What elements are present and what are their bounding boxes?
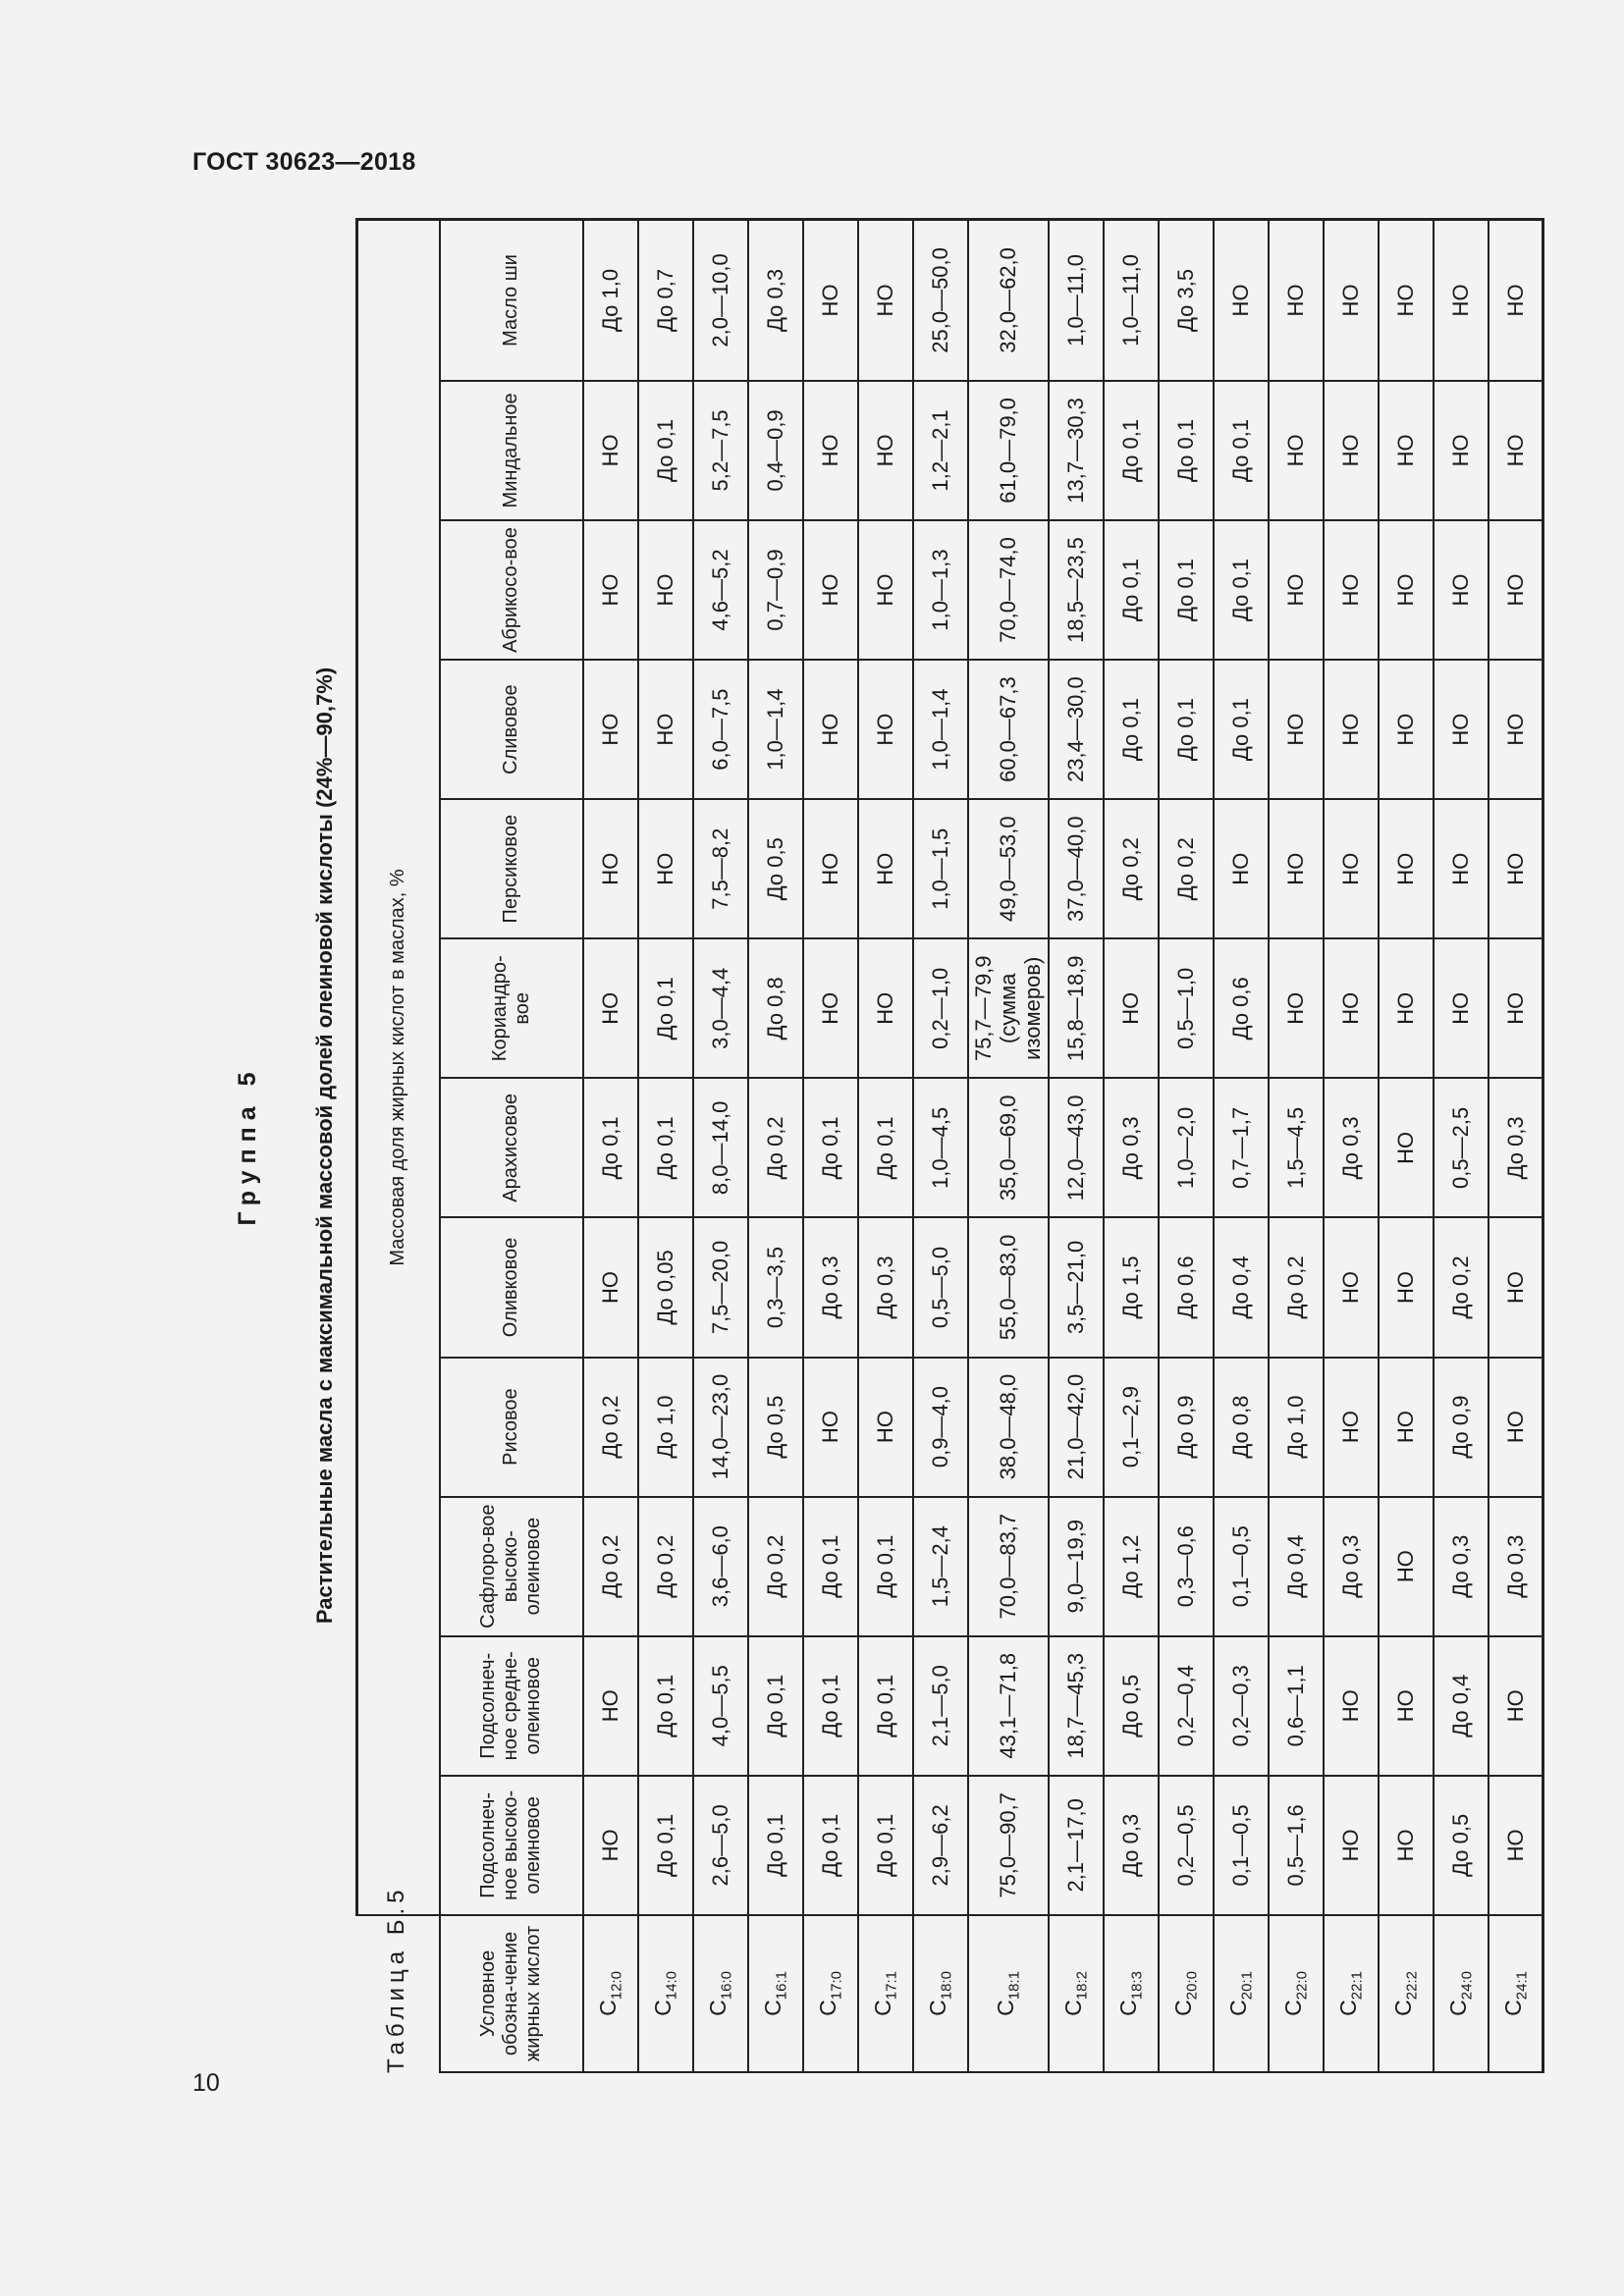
column-header: Масло ши	[440, 220, 583, 381]
table-cell: 2,0—10,0	[693, 220, 748, 381]
acid-subscript: 17:0	[828, 1971, 845, 2001]
acid-symbol: C	[925, 2000, 951, 2016]
rotated-table-block	[234, 218, 1531, 2073]
table-cell: НО	[1379, 520, 1434, 660]
table-cell: НО	[1379, 660, 1434, 799]
table-cell: 2,9—6,2	[913, 1776, 968, 1915]
table-cell: 0,2—1,0	[913, 938, 968, 1078]
acid-designation-cell	[638, 1915, 693, 2072]
table-cell: До 0,1	[1159, 660, 1214, 799]
table-cell: 2,1—17,0	[1049, 1776, 1104, 1915]
acid-subscript: 20:1	[1238, 1971, 1256, 2001]
table-cell: 75,0—90,7	[968, 1776, 1049, 1915]
table-cell: НО	[1434, 660, 1489, 799]
table-cell: НО	[1489, 1217, 1543, 1357]
acid-symbol: C	[1170, 2000, 1197, 2016]
table-cell: До 1,0	[638, 1358, 693, 1497]
acid-designation-cell	[968, 1915, 1049, 2072]
table-cell: НО	[583, 660, 638, 799]
acid-subscript: 18:2	[1073, 1971, 1091, 2001]
acid-subscript: 16:1	[773, 1971, 790, 2001]
table-cell: НО	[1434, 520, 1489, 660]
table-cell: До 0,3	[1324, 1078, 1379, 1217]
column-header: Миндальное	[440, 381, 583, 520]
table-cell: До 0,3	[748, 220, 803, 381]
table-cell: До 0,9	[1434, 1358, 1489, 1497]
table-cell: До 0,2	[583, 1358, 638, 1497]
table-cell: НО	[1434, 381, 1489, 520]
group-title: Группа 5	[234, 1065, 261, 1226]
column-header: Сафлоро-вое высоко-олеиновое	[440, 1497, 583, 1636]
table-cell: До 0,1	[1104, 381, 1159, 520]
acid-symbol: C	[1225, 2000, 1252, 2016]
table-cell: До 0,5	[1104, 1636, 1159, 1776]
table-cell: 1,0—1,4	[913, 660, 968, 799]
table-cell: НО	[1324, 381, 1379, 520]
table-row	[1489, 220, 1543, 2073]
table-cell: НО	[1269, 381, 1324, 520]
table-cell: 6,0—7,5	[693, 660, 748, 799]
table-cell: НО	[1269, 938, 1324, 1078]
acid-symbol: C	[760, 2000, 786, 2016]
table-cell: До 0,2	[1434, 1217, 1489, 1357]
table-row	[1049, 220, 1104, 2073]
table-cell: НО	[1434, 938, 1489, 1078]
table-cell: 61,0—79,0	[968, 381, 1049, 520]
acid-symbol: C	[1335, 2000, 1362, 2016]
table-cell: 2,6—5,0	[693, 1776, 748, 1915]
table-cell: НО	[1489, 1636, 1543, 1776]
acid-subscript: 17:1	[883, 1971, 900, 2001]
table-cell: НО	[803, 520, 858, 660]
table-cell: 70,0—83,7	[968, 1497, 1049, 1636]
table-row	[693, 220, 748, 2073]
column-header: Кориандро-вое	[440, 938, 583, 1078]
table-cell: 3,5—21,0	[1049, 1217, 1104, 1357]
table-cell: 0,3—3,5	[748, 1217, 803, 1357]
table-cell: НО	[1489, 220, 1543, 381]
table-cell: 75,7—79,9 (сумма изомеров)	[968, 938, 1049, 1078]
table-cell: До 1,5	[1104, 1217, 1159, 1357]
table-cell: До 0,1	[638, 1078, 693, 1217]
table-cell: НО	[858, 520, 913, 660]
table-cell: До 0,3	[1489, 1078, 1543, 1217]
table-cell: 3,6—6,0	[693, 1497, 748, 1636]
acid-designation-cell	[1214, 1915, 1269, 2072]
table-cell: НО	[1104, 938, 1159, 1078]
table-cell: До 0,1	[1159, 520, 1214, 660]
acid-subscript: 20:0	[1183, 1971, 1201, 2001]
table-cell: НО	[1379, 1078, 1434, 1217]
table-cell: НО	[1324, 1636, 1379, 1776]
acid-designation-cell	[583, 1915, 638, 2072]
column-header: Подсолнеч-ное высоко-олеиновое	[440, 1776, 583, 1915]
table-cell: НО	[1324, 1217, 1379, 1357]
table-row	[1324, 220, 1379, 2073]
table-cell: НО	[583, 799, 638, 938]
table-row	[583, 220, 638, 2073]
acid-subscript: 18:0	[938, 1971, 955, 2001]
table-cell: НО	[638, 799, 693, 938]
table-cell: До 0,1	[858, 1776, 913, 1915]
table-cell: НО	[1324, 938, 1379, 1078]
acid-symbol: C	[1060, 2000, 1087, 2016]
acid-symbol: C	[1115, 2000, 1142, 2016]
table-cell: НО	[583, 1217, 638, 1357]
table-cell: НО	[1379, 1776, 1434, 1915]
table-cell: 1,0—11,0	[1049, 220, 1104, 381]
acid-subscript: 24:1	[1513, 1971, 1531, 2001]
table-cell: 0,5—5,0	[913, 1217, 968, 1357]
acid-designation-cell	[693, 1915, 748, 2072]
table-cell: До 0,1	[858, 1636, 913, 1776]
acid-symbol: C	[870, 2000, 896, 2016]
table-row	[968, 220, 1049, 2073]
fatty-acid-table	[355, 218, 1544, 2073]
acid-subscript: 16:0	[718, 1971, 735, 2001]
acid-symbol: C	[1390, 2000, 1417, 2016]
table-cell: НО	[858, 660, 913, 799]
table-cell: 1,5—4,5	[1269, 1078, 1324, 1217]
column-header: Подсолнеч-ное средне-олеиновое	[440, 1636, 583, 1776]
table-cell: До 0,1	[803, 1636, 858, 1776]
table-cell: НО	[1489, 660, 1543, 799]
table-cell: НО	[1324, 1358, 1379, 1497]
table-cell: НО	[1324, 520, 1379, 660]
table-cell: 1,2—2,1	[913, 381, 968, 520]
table-cell: НО	[803, 938, 858, 1078]
table-cell: НО	[1379, 220, 1434, 381]
table-cell: 23,4—30,0	[1049, 660, 1104, 799]
table-cell: До 0,5	[748, 799, 803, 938]
table-cell: 0,7—1,7	[1214, 1078, 1269, 1217]
acid-designation-cell	[913, 1915, 968, 2072]
table-cell: До 0,1	[803, 1776, 858, 1915]
acid-subscript: 24:0	[1458, 1971, 1476, 2001]
table-cell: 0,2—0,5	[1159, 1776, 1214, 1915]
table-cell: До 0,1	[1214, 660, 1269, 799]
table-cell: 38,0—48,0	[968, 1358, 1049, 1497]
table-cell: НО	[1489, 1358, 1543, 1497]
table-cell: НО	[1379, 1497, 1434, 1636]
table-cell: НО	[858, 1358, 913, 1497]
header-row-group	[357, 220, 440, 2073]
table-cell: НО	[1379, 1358, 1434, 1497]
corner-cell	[357, 1915, 440, 2072]
table-cell: 0,7—0,9	[748, 520, 803, 660]
table-cell: НО	[858, 799, 913, 938]
table-cell: До 0,1	[803, 1497, 858, 1636]
table-cell: До 0,1	[583, 1078, 638, 1217]
table-cell: 3,0—4,4	[693, 938, 748, 1078]
table-cell: До 0,1	[1104, 520, 1159, 660]
column-header: Персиковое	[440, 799, 583, 938]
table-cell: НО	[803, 660, 858, 799]
table-cell: НО	[1379, 1217, 1434, 1357]
table-cell: 0,2—0,3	[1214, 1636, 1269, 1776]
table-cell: НО	[803, 220, 858, 381]
table-cell: 0,9—4,0	[913, 1358, 968, 1497]
acid-symbol: C	[705, 2000, 731, 2016]
table-cell: НО	[1489, 1776, 1543, 1915]
table-cell: НО	[1269, 799, 1324, 938]
table-cell: НО	[583, 1776, 638, 1915]
acid-designation-cell	[803, 1915, 858, 2072]
table-cell: 32,0—62,0	[968, 220, 1049, 381]
table-cell: До 3,5	[1159, 220, 1214, 381]
table-cell: 1,0—11,0	[1104, 220, 1159, 381]
acid-designation-cell	[748, 1915, 803, 2072]
table-cell: До 0,6	[1159, 1217, 1214, 1357]
header-row-columns	[440, 220, 583, 2073]
table-cell: До 0,6	[1214, 938, 1269, 1078]
table-cell: 0,2—0,4	[1159, 1636, 1214, 1776]
acid-symbol: C	[1280, 2000, 1307, 2016]
table-cell: До 0,1	[1104, 660, 1159, 799]
table-cell: НО	[1379, 938, 1434, 1078]
acid-subscript: 18:1	[1005, 1971, 1023, 2001]
table-cell: 1,0—1,4	[748, 660, 803, 799]
table-cell: 15,8—18,9	[1049, 938, 1104, 1078]
table-cell: До 0,2	[1104, 799, 1159, 938]
table-cell: НО	[1489, 381, 1543, 520]
table-cell: До 0,3	[1104, 1776, 1159, 1915]
table-cell: До 0,2	[583, 1497, 638, 1636]
table-cell: НО	[638, 660, 693, 799]
table-cell: НО	[1324, 660, 1379, 799]
table-cell: НО	[1269, 660, 1324, 799]
table-cell: 7,5—8,2	[693, 799, 748, 938]
table-cell: 4,6—5,2	[693, 520, 748, 660]
table-cell: НО	[1214, 799, 1269, 938]
table-cell: До 0,1	[1214, 381, 1269, 520]
table-cell: До 0,3	[1434, 1497, 1489, 1636]
table-cell: НО	[1489, 938, 1543, 1078]
acid-designation-cell	[1159, 1915, 1214, 2072]
table-cell: До 1,0	[583, 220, 638, 381]
table-cell: НО	[1324, 799, 1379, 938]
table-cell: До 0,4	[1214, 1217, 1269, 1357]
table-cell: До 0,9	[1159, 1358, 1214, 1497]
acid-designation-cell	[1434, 1915, 1489, 2072]
table-cell: До 0,4	[1434, 1636, 1489, 1776]
table-cell: До 0,2	[638, 1497, 693, 1636]
table-cell: НО	[858, 220, 913, 381]
table-cell: 35,0—69,0	[968, 1078, 1049, 1217]
table-cell: 49,0—53,0	[968, 799, 1049, 938]
table-cell: До 0,2	[1159, 799, 1214, 938]
table-cell: До 0,8	[1214, 1358, 1269, 1497]
table-cell: До 0,1	[748, 1636, 803, 1776]
table-cell: До 0,4	[1269, 1497, 1324, 1636]
table-cell: До 0,8	[748, 938, 803, 1078]
acid-subscript: 22:1	[1348, 1971, 1366, 2001]
table-row	[638, 220, 693, 2073]
table-cell: 1,0—4,5	[913, 1078, 968, 1217]
table-cell: 13,7—30,3	[1049, 381, 1104, 520]
table-cell: 12,0—43,0	[1049, 1078, 1104, 1217]
table-cell: 21,0—42,0	[1049, 1358, 1104, 1497]
acid-subscript: 12:0	[608, 1971, 625, 2001]
table-cell: До 1,0	[1269, 1358, 1324, 1497]
table-cell: НО	[1324, 1776, 1379, 1915]
table-cell: До 0,3	[1324, 1497, 1379, 1636]
table-cell: НО	[1379, 1636, 1434, 1776]
table-cell: 9,0—19,9	[1049, 1497, 1104, 1636]
table-cell: 37,0—40,0	[1049, 799, 1104, 938]
table-cell: 70,0—74,0	[968, 520, 1049, 660]
table-cell: До 0,7	[638, 220, 693, 381]
group-header: Массовая доля жирных кислот в маслах, %	[357, 220, 440, 1915]
table-cell: 60,0—67,3	[968, 660, 1049, 799]
table-cell: До 0,1	[748, 1776, 803, 1915]
column-header: Абрикосо-вое	[440, 520, 583, 660]
table-cell: 0,1—0,5	[1214, 1497, 1269, 1636]
table-cell: До 0,1	[858, 1078, 913, 1217]
table-row	[913, 220, 968, 2073]
table-cell: 0,6—1,1	[1269, 1636, 1324, 1776]
acid-designation-cell	[1049, 1915, 1104, 2072]
table-cell: НО	[638, 520, 693, 660]
table-cell: До 0,3	[1104, 1078, 1159, 1217]
table-row	[1214, 220, 1269, 2073]
acid-subscript: 18:3	[1128, 1971, 1146, 2001]
table-cell: 0,1—2,9	[1104, 1358, 1159, 1497]
acid-designation-cell	[1324, 1915, 1379, 2072]
table-row	[748, 220, 803, 2073]
table-cell: До 0,1	[638, 1636, 693, 1776]
table-cell: До 0,1	[858, 1497, 913, 1636]
table-cell: До 0,1	[638, 938, 693, 1078]
acid-symbol: C	[1445, 2000, 1472, 2016]
table-cell: НО	[1379, 799, 1434, 938]
table-cell: 0,5—1,0	[1159, 938, 1214, 1078]
table-cell: НО	[1269, 220, 1324, 381]
table-cell: НО	[803, 381, 858, 520]
table-cell: 1,0—1,5	[913, 799, 968, 938]
acid-designation-cell	[1269, 1915, 1324, 2072]
table-cell: НО	[583, 938, 638, 1078]
table-cell: 25,0—50,0	[913, 220, 968, 381]
table-row	[803, 220, 858, 2073]
column-header: Рисовое	[440, 1358, 583, 1497]
table-cell: НО	[1489, 520, 1543, 660]
table-cell: 0,5—2,5	[1434, 1078, 1489, 1217]
table-cell: До 0,5	[1434, 1776, 1489, 1915]
table-cell: 43,1—71,8	[968, 1636, 1049, 1776]
acid-subscript: 22:0	[1293, 1971, 1311, 2001]
acid-designation-cell	[858, 1915, 913, 2072]
acid-symbol: C	[815, 2000, 841, 2016]
column-header: Сливовое	[440, 660, 583, 799]
acid-designation-cell	[1104, 1915, 1159, 2072]
table-cell: 5,2—7,5	[693, 381, 748, 520]
table-cell: До 0,1	[803, 1078, 858, 1217]
table-cell: До 0,1	[638, 1776, 693, 1915]
column-header: Арахисовое	[440, 1078, 583, 1217]
table-cell: НО	[858, 381, 913, 520]
acid-symbol: C	[595, 2000, 622, 2016]
table-cell: До 0,2	[1269, 1217, 1324, 1357]
acid-symbol: C	[1499, 2000, 1526, 2016]
acid-column-header: Условное обозна-чение жирных кислот	[440, 1915, 583, 2072]
table-cell: НО	[803, 1358, 858, 1497]
table-cell: НО	[1489, 799, 1543, 938]
table-cell: НО	[858, 938, 913, 1078]
page-number: 10	[192, 2069, 220, 2097]
table-cell: До 0,05	[638, 1217, 693, 1357]
table-cell: До 0,1	[638, 381, 693, 520]
table-cell: НО	[583, 520, 638, 660]
table-label: Таблица Б.5	[383, 1885, 409, 2073]
table-row	[1269, 220, 1324, 2073]
table-row	[858, 220, 913, 2073]
table-cell: 0,3—0,6	[1159, 1497, 1214, 1636]
table-cell: До 1,2	[1104, 1497, 1159, 1636]
table-cell: 55,0—83,0	[968, 1217, 1049, 1357]
table-cell: НО	[1214, 220, 1269, 381]
table-cell: 7,5—20,0	[693, 1217, 748, 1357]
document-code: ГОСТ 30623—2018	[192, 148, 416, 176]
acid-symbol: C	[650, 2000, 677, 2016]
acid-designation-cell	[1379, 1915, 1434, 2072]
table-cell: НО	[1434, 220, 1489, 381]
table-cell: До 0,3	[803, 1217, 858, 1357]
table-cell: До 0,5	[748, 1358, 803, 1497]
table-cell: 0,5—1,6	[1269, 1776, 1324, 1915]
table-cell: 2,1—5,0	[913, 1636, 968, 1776]
table-caption: Растительные масла с максимальной массовой долей олеиновой кислоты (24%—90,7%)	[312, 667, 337, 1625]
table-cell: 14,0—23,0	[693, 1358, 748, 1497]
acid-subscript: 22:2	[1403, 1971, 1421, 2001]
table-cell: НО	[1324, 220, 1379, 381]
table-cell: До 0,2	[748, 1078, 803, 1217]
acid-designation-cell	[1489, 1915, 1543, 2072]
table-cell: НО	[1379, 381, 1434, 520]
table-cell: 8,0—14,0	[693, 1078, 748, 1217]
table-cell: 1,0—1,3	[913, 520, 968, 660]
table-cell: До 0,3	[858, 1217, 913, 1357]
table-cell: 18,7—45,3	[1049, 1636, 1104, 1776]
table-cell: НО	[803, 799, 858, 938]
table-cell: До 0,2	[748, 1497, 803, 1636]
table-cell: 0,1—0,5	[1214, 1776, 1269, 1915]
table-body	[357, 220, 1543, 2073]
table-cell: НО	[1269, 520, 1324, 660]
table-row	[1434, 220, 1489, 2073]
table-cell: НО	[1434, 799, 1489, 938]
acid-symbol: C	[993, 2000, 1019, 2016]
table-row	[1159, 220, 1214, 2073]
table-cell: 1,0—2,0	[1159, 1078, 1214, 1217]
column-header: Оливковое	[440, 1217, 583, 1357]
table-cell: 1,5—2,4	[913, 1497, 968, 1636]
table-row	[1379, 220, 1434, 2073]
acid-subscript: 14:0	[663, 1971, 680, 2001]
table-row	[1104, 220, 1159, 2073]
table-cell: НО	[583, 381, 638, 520]
table-cell: До 0,1	[1159, 381, 1214, 520]
table-cell: 18,5—23,5	[1049, 520, 1104, 660]
table-cell: До 0,1	[1214, 520, 1269, 660]
table-cell: НО	[583, 1636, 638, 1776]
table-cell: 0,4—0,9	[748, 381, 803, 520]
table-cell: До 0,3	[1489, 1497, 1543, 1636]
table-cell: 4,0—5,5	[693, 1636, 748, 1776]
